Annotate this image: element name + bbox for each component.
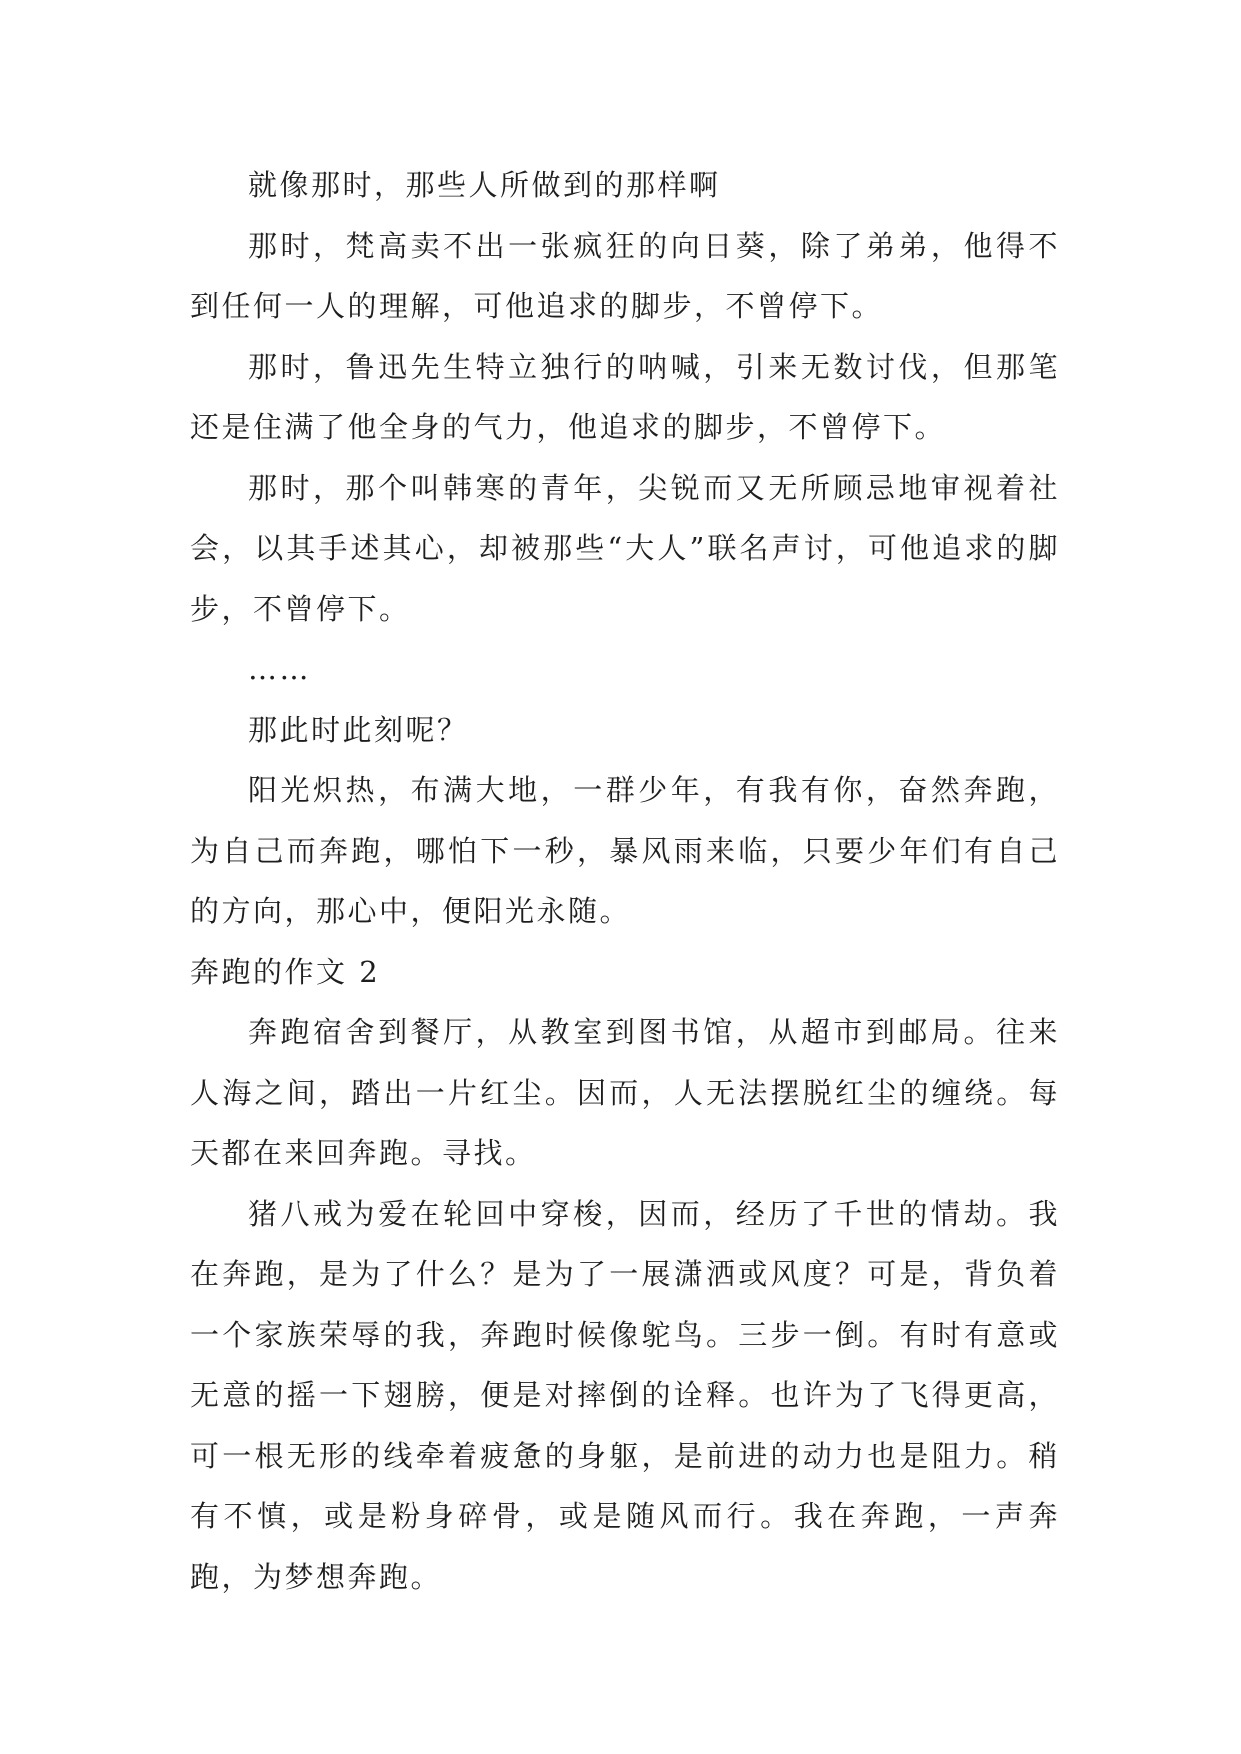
paragraph: 阳光炽热，布满大地，一群少年，有我有你，奋然奔跑，为自己而奔跑，哪怕下一秒，暴风雨来临，只要少年们有自己的方向，那心中，便阳光永随。 xyxy=(190,773,1060,928)
ellipsis-paragraph: …… xyxy=(248,652,311,686)
paragraph: 就像那时，那些人所做到的那样啊 xyxy=(248,168,721,202)
section-heading: 奔跑的作文 2 xyxy=(190,954,381,989)
paragraph: 猪八戒为爱在轮回中穿梭，因而，经历了千世的情劫。我在奔跑，是为了什么？是为了一展潇洒或风度？可是，背负着一个家族荣辱的我，奔跑时候像鸵鸟。三步一倒。有时有意或无意的摇一下翅膀，便是对摔倒的诠释。也许为了飞得更高，可一根无形的线牵着疲惫的身躯，是前进的动力也是阻力。稍有不慎，或是粉身碎骨，或是随风而行。我在奔跑，一声奔跑，为梦想奔跑。 xyxy=(190,1196,1060,1594)
paragraph: 那时，鲁迅先生特立独行的呐喊，引来无数讨伐，但那笔还是住满了他全身的气力，他追求的脚步，不曾停下。 xyxy=(190,349,1060,444)
document-body xyxy=(190,155,1060,1607)
paragraph: 那时，那个叫韩寒的青年，尖锐而又无所顾忌地审视着社会，以其手述其心，却被那些“大人”联名声讨，可他追求的脚步，不曾停下。 xyxy=(190,470,1060,626)
paragraph: 那时，梵高卖不出一张疯狂的向日葵，除了弟弟，他得不到任何一人的理解，可他追求的脚步，不曾停下。 xyxy=(190,228,1060,323)
paragraph: 奔跑宿舍到餐厅，从教室到图书馆，从超市到邮局。往来人海之间，踏出一片红尘。因而，人无法摆脱红尘的缠绕。每天都在来回奔跑。寻找。 xyxy=(190,1015,1060,1170)
paragraph: 那此时此刻呢？ xyxy=(248,712,469,747)
